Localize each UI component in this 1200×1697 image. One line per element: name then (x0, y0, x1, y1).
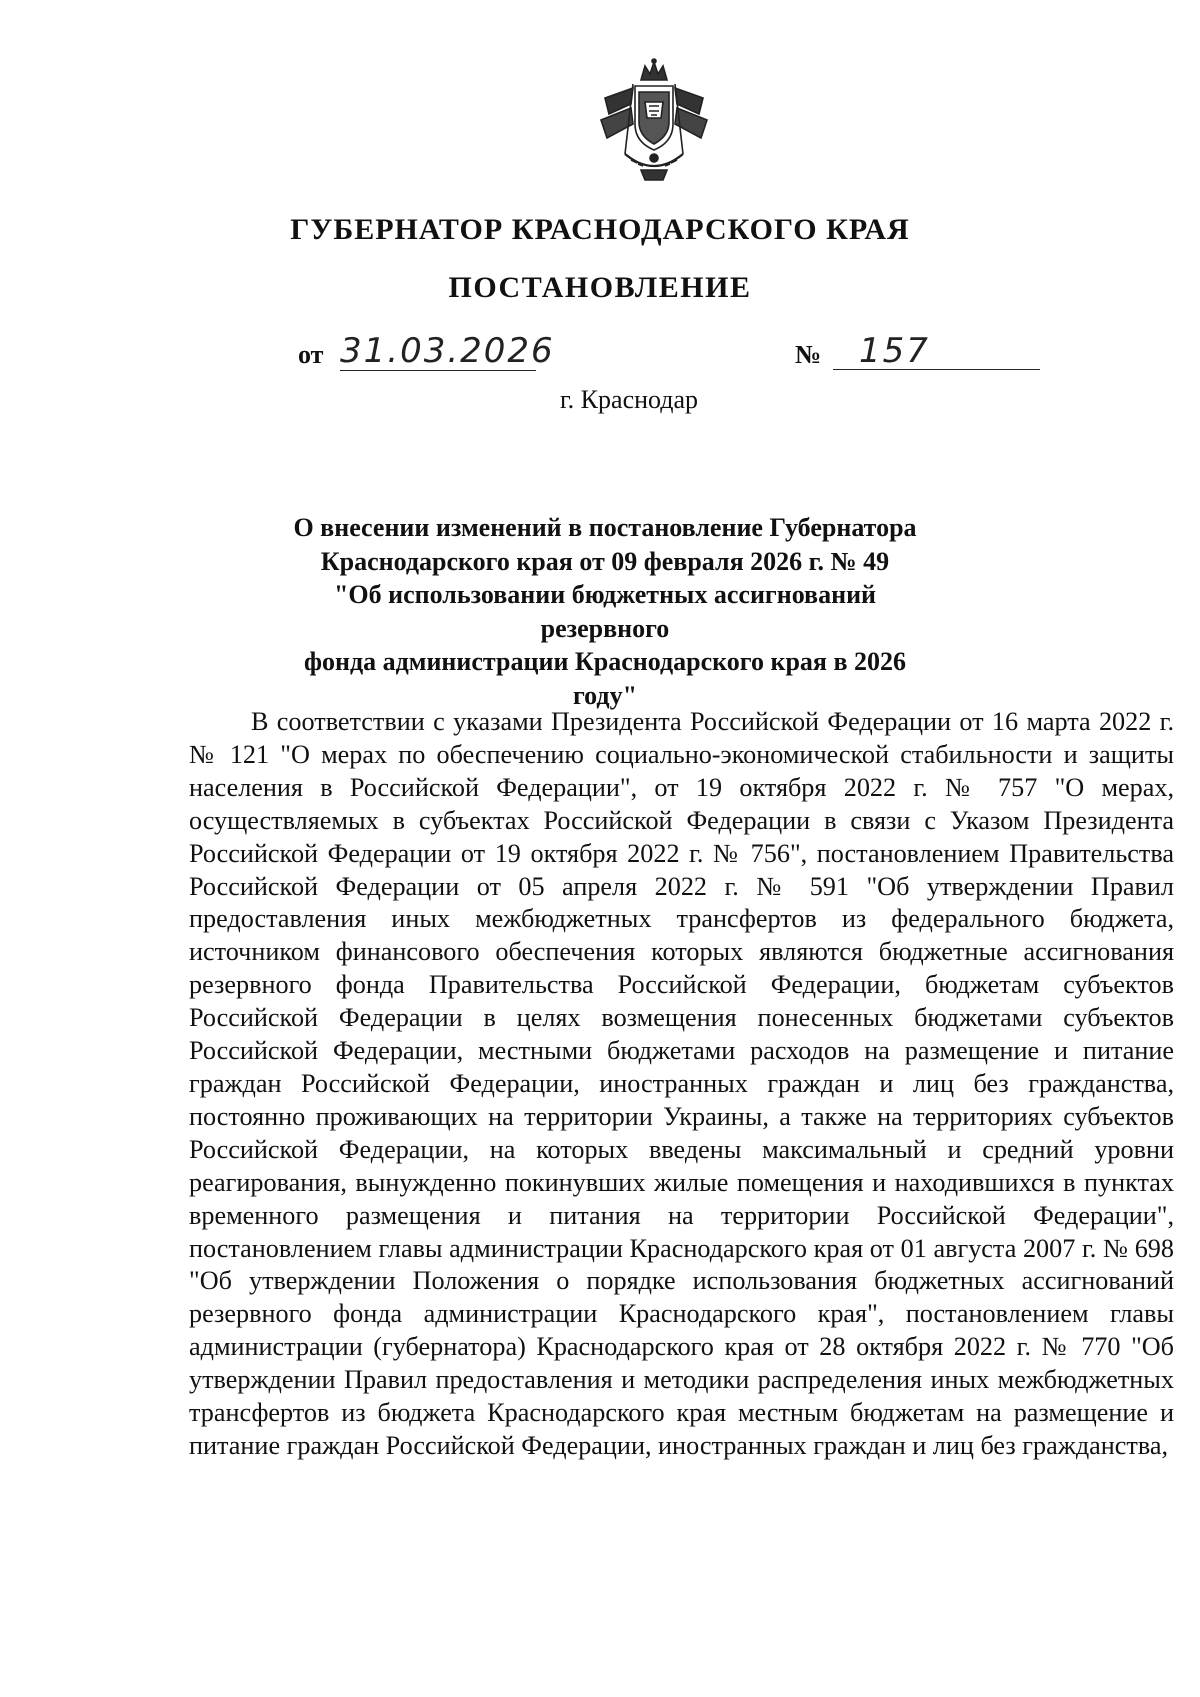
title-line: О внесении изменений в постановление Губернатора (293, 513, 917, 542)
coat-of-arms-icon (595, 58, 713, 188)
document-number: 157 (833, 332, 1040, 370)
body-paragraph: В соответствии с указами Президента Российской Федерации от 16 марта 2022 г. № 121 "О мерах по обеспечению социально-экономической стабильности и защиты населения в Российской Федерации", от 19 октября 2022 г. № 757 "О мерах, осуществляемых в субъектах Российской Федерации в связи с Указом Президента Российской Федерации от 19 октября 2022 г. № 756", постановлением Правительства Российской Федерации от 05 апреля 2022 г. № 591 "Об утверждении Правил предоставления иных межбюджетных трансфертов из федерального бюджета, источником финансового обеспечения которых являются бюджетные ассигнования резервного фонда Правительства Российской Федерации, бюджетам субъектов Российской Федерации в целях возмещения понесенных бюджетами субъектов Российской Федерации, местными бюджетами расходов на размещение и питание граждан Российской Федерации, иностранных граждан и лиц без гражданства, постоянно проживающих на территории Украины, а также на территориях субъектов Российской Федерации, на которых введены максимальный и средний уровни реагирования, вынужденно покинувших жилые помещения и находившихся в пунктах временного размещения и питания на территории Российской Федерации", постановлением главы администрации Краснодарского края от 01 августа 2007 г. № 698 "Об утверждении Положения о порядке использования бюджетных ассигнований резервного фонда администрации Краснодарского края", постановлением главы администрации (губернатора) Краснодарского края от 28 октября 2022 г. № 770 "Об утверждении Правил предоставления и методики распределения иных межбюджетных трансфертов из бюджета Краснодарского края местным бюджетам на размещение и питание граждан Российской Федерации, иностранных граждан и лиц без гражданства, (189, 707, 1174, 1460)
document-title (290, 511, 920, 712)
authority-heading: ГУБЕРНАТОР КРАСНОДАРСКОГО КРАЯ (290, 213, 910, 246)
date-number-row (298, 331, 1038, 378)
number-sign: № (795, 340, 822, 369)
document-date: 31.03.2026 (340, 331, 555, 371)
date-prefix: от (298, 340, 324, 369)
title-line: "Об использовании бюджетных ассигнований резервного (333, 580, 877, 643)
title-line: Краснодарского края от 09 февраля 2026 г. № 49 (320, 546, 890, 576)
document-type-heading: ПОСТАНОВЛЕНИЕ (448, 271, 752, 304)
title-line: фонда администрации Краснодарского края в 2026 году" (303, 647, 907, 710)
city-label: г. Краснодар (559, 385, 699, 414)
